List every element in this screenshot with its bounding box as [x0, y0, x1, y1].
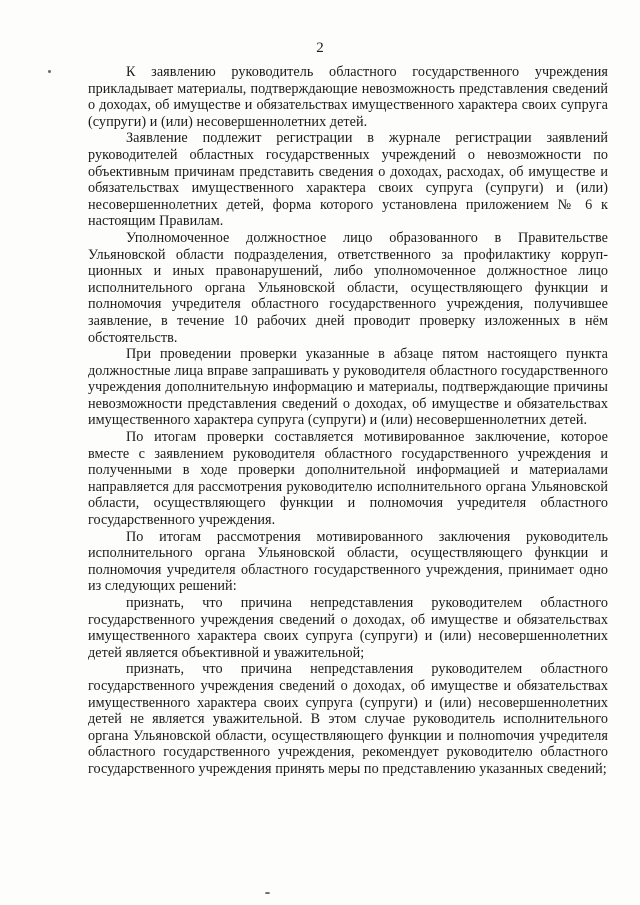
paragraph: Заявление подлежит регистрации в журнале регистрации заявлений руководителей областных государственных учреждений о невозможности по объективным причинам представить сведения о доходах, расходах, об имуществе и обязательствах имущественного характера своих супруга (супруги) и (или) несовершеннолетних детей, форма которого установлена приложением № 6 к настоящим Правилам. — [88, 130, 608, 230]
scan-artifact — [48, 70, 51, 73]
paragraph: признать, что причина непредставления руководителем областного государственного учреждения сведений о доходах, об имуществе и обязательствах имущественного характера своих супруга (супруги) и (или) несовершеннолетних детей не является уважительной. В этом случае руководитель исполнительного органа Ульяновской области, осуществляющего функции и полноmочия учредителя областного государственного учреждения, рекомендует руководителю областного государственного учреждения принять меры по представлению указанных сведений; — [88, 661, 608, 777]
paragraph: признать, что причина непредставления руководителем областного государственного учреждения сведений о доходах, об имуществе и обязательствах имущественного характера своих супруга (супруги) и (или) несовершеннолетних детей является объективной и уважительной; — [88, 595, 608, 661]
paragraph: К заявлению руководитель областного государственного учреждения прикладывает материалы, подтверждающие невозможность представления сведений о доходах, об имуществе и обязательствах имущественного характера своих супруга (супруги) и (или) несовершеннолетних детей. — [88, 64, 608, 130]
page-number: 2 — [316, 40, 324, 56]
paragraph: По итогам проверки составляется мотивированное заключение, которое вместе с заявлением руководителя областного государственного учреждения и полученными в ходе проверки дополнительной информацией и материалами направляется для рассмотрения руководителю исполнительного органа Ульяновской области, осуществляющего функции и полномочия учредителя областного государственного учреждения. — [88, 429, 608, 529]
paragraph: По итогам рассмотрения мотивированного заключения руководитель исполнительного органа Ульяновской области, осуществляющего функции и полномочия учредителя областного государственного учреждения, принимает одно из следующих решений: — [88, 528, 608, 595]
document-body — [88, 64, 608, 778]
paragraph: При проведении проверки указанные в абзаце пятом настоящего пункта должностные лица вправе запрашивать у руководителя областного государственного учреждения дополнительную информацию и материалы, подтверждающие причины невозможности представления сведений о доходах, об имуществе и обязательствах имущественного характера супруга (супруги) и (или) несовершеннолетних детей. — [88, 346, 608, 429]
scan-artifact — [265, 892, 270, 894]
paragraph: Уполномоченное должностное лицо образованного в Правительстве Ульяновской области подразделения, ответственного за профилактику коррупционных и иных правонарушений, либо уполномоченное должностное лицо исполнительного органа Ульяновской области, осуществляющего функции и полномочия учредителя областного государственного учреждения, получившее заявление, в течение 10 рабочих дней проводит проверку изложенных в нём обстоятельств. — [88, 229, 608, 346]
